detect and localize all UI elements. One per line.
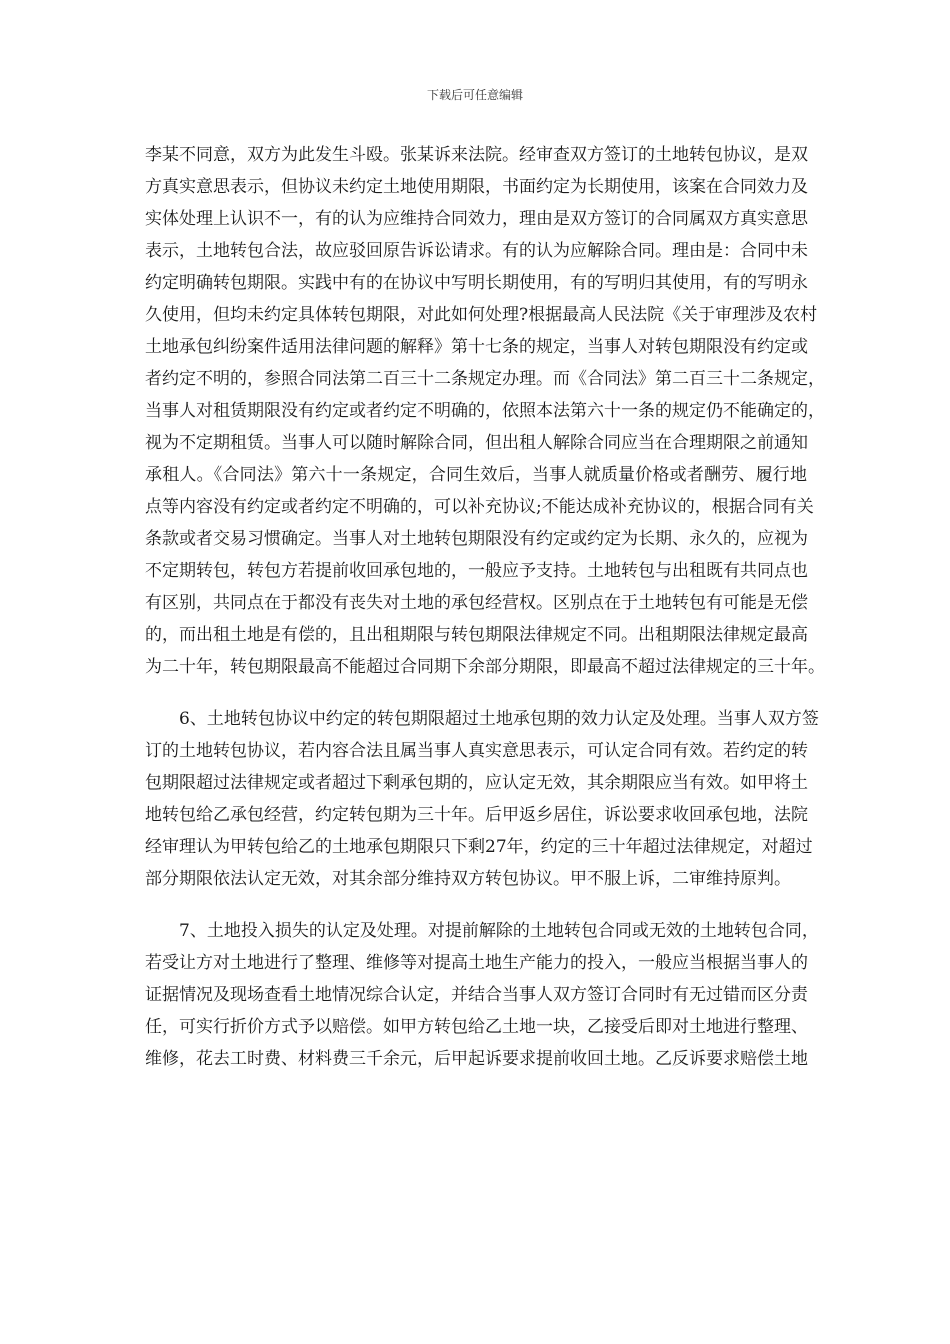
text-line: 不定期转包，转包方若提前收回承包地的，一般应予支持。土地转包与出租既有共同点也 xyxy=(145,561,808,581)
text-line: 为二十年，转包期限最高不能超过合同期下余部分期限，即最高不超过法律规定的三十年。 xyxy=(145,657,825,677)
text-line: 承租人。《合同法》第六十一条规定，合同生效后，当事人就质量价格或者酬劳、履行地 xyxy=(145,465,807,485)
text-line: 7、土地投入损失的认定及处理。对提前解除的土地转包合同或无效的土地转包合同， xyxy=(179,921,819,941)
text-line: 6、土地转包协议中约定的转包期限超过土地承包期的效力认定及处理。当事人双方签 xyxy=(179,709,819,729)
page-header: 下载后可任意编辑 xyxy=(426,88,523,102)
text-line: 土地承包纠纷案件适用法律问题的解释》第十七条的规定，当事人对转包期限没有约定或 xyxy=(145,337,808,357)
text-line: 部分期限依法认定无效，对其余部分维持双方转包协议。甲不服上诉，二审维持原判。 xyxy=(145,869,791,889)
text-line: 若受让方对土地进行了整理、维修等对提高土地生产能力的投入，一般应当根据当事人的 xyxy=(145,953,808,973)
paragraph-1 xyxy=(145,139,825,683)
text-line: 久使用，但均未约定具体转包期限，对此如何处理?根据最高人民法院《关于审理涉及农村 xyxy=(145,305,818,325)
paragraph-2 xyxy=(145,703,819,895)
text-line: 的，而出租土地是有偿的，且出租期限与转包期限法律规定不同。出租期限法律规定最高 xyxy=(145,625,808,645)
text-line: 地转包给乙承包经营，约定转包期为三十年。后甲返乡居住，诉讼要求收回承包地，法院 xyxy=(145,805,808,825)
paragraph-3 xyxy=(145,915,819,1075)
text-line: 维修，花去工时费、材料费三千余元，后甲起诉要求提前收回土地。乙反诉要求赔偿土地 xyxy=(145,1049,808,1069)
text-line: 李某不同意，双方为此发生斗殴。张某诉来法院。经审查双方签订的土地转包协议，是双 xyxy=(145,145,808,165)
text-line: 包期限超过法律规定或者超过下剩承包期的，应认定无效，其余期限应当有效。如甲将土 xyxy=(145,773,808,793)
text-line: 者约定不明的，参照合同法第二百三十二条规定办理。而《合同法》第二百三十二条规定， xyxy=(145,369,825,389)
text-line: 订的土地转包协议，若内容合法且属当事人真实意思表示，可认定合同有效。若约定的转 xyxy=(145,741,808,761)
text-line: 经审理认为甲转包给乙的土地承包期限只下剩27年，约定的三十年超过法律规定，对超过 xyxy=(145,837,813,857)
text-line: 视为不定期租赁。当事人可以随时解除合同，但出租人解除合同应当在合理期限之前通知 xyxy=(145,433,808,453)
text-line: 当事人对租赁期限没有约定或者约定不明确的，依照本法第六十一条的规定仍不能确定的， xyxy=(145,401,825,421)
document-body xyxy=(145,139,825,1075)
text-line: 有区别，共同点在于都没有丧失对土地的承包经营权。区别点在于土地转包有可能是无偿 xyxy=(145,593,808,613)
text-line: 点等内容没有约定或者约定不明确的，可以补充协议;不能达成补充协议的，根据合同有关 xyxy=(145,497,814,517)
text-line: 表示，土地转包合法，故应驳回原告诉讼请求。有的认为应解除合同。理由是：合同中未 xyxy=(145,241,808,261)
text-line: 实体处理上认识不一，有的认为应维持合同效力，理由是双方签订的合同属双方真实意思 xyxy=(145,209,808,229)
text-line: 证据情况及现场查看土地情况综合认定，并结合当事人双方签订合同时有无过错而区分责 xyxy=(145,985,808,1005)
text-line: 任，可实行折价方式予以赔偿。如甲方转包给乙土地一块，乙接受后即对土地进行整理、 xyxy=(145,1017,808,1037)
text-line: 条款或者交易习惯确定。当事人对土地转包期限没有约定或约定为长期、永久的，应视为 xyxy=(145,529,808,549)
text-line: 方真实意思表示，但协议未约定土地使用期限，书面约定为长期使用，该案在合同效力及 xyxy=(145,177,808,197)
text-line: 约定明确转包期限。实践中有的在协议中写明长期使用，有的写明归其使用，有的写明永 xyxy=(145,273,808,293)
